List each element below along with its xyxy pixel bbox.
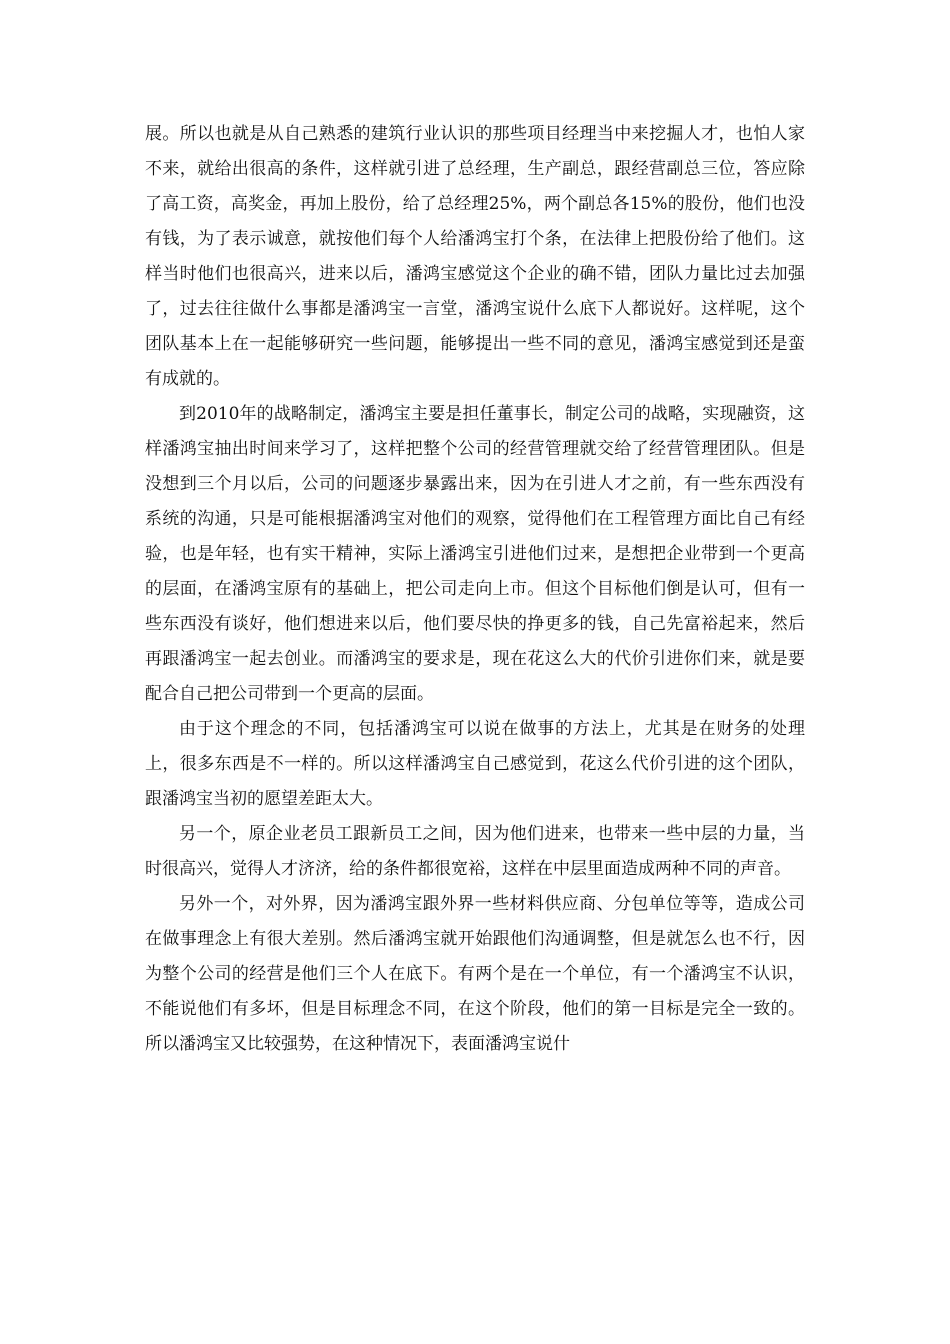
- document-page: [145, 117, 805, 1062]
- paragraph-external-relations: 另外一个，对外界，因为潘鸿宝跟外界一些材料供应商、分包单位等等，造成公司在做事理念上有很大差别。然后潘鸿宝就开始跟他们沟通调整，但是就怎么也不行，因为整个公司的经营是他们三个人在底下。有两个是在一个单位，有一个潘鸿宝不认识，不能说他们有多坏，但是目标理念不同，在这个阶段，他们的第一目标是完全一致的。所以潘鸿宝又比较强势，在这种情况下，表面潘鸿宝说什: [145, 894, 805, 1054]
- paragraph-philosophy-difference: 由于这个理念的不同，包括潘鸿宝可以说在做事的方法上，尤其是在财务的处理上，很多东西是不一样的。所以这样潘鸿宝自己感觉到，花这么代价引进的这个团队，跟潘鸿宝当初的愿望差距太大。: [145, 719, 805, 809]
- paragraph-old-new-staff: 另一个，原企业老员工跟新员工之间，因为他们进来，也带来一些中层的力量，当时很高兴，觉得人才济济，给的条件都很宽裕，这样在中层里面造成两种不同的声音。: [145, 824, 805, 879]
- paragraph-continued: 展。所以也就是从自己熟悉的建筑行业认识的那些项目经理当中来挖掘人才，也怕人家不来，就给出很高的条件，这样就引进了总经理，生产副总，跟经营副总三位，答应除了高工资，高奖金，再加上股份，给了总经理25%，两个副总各15%的股份，他们也没有钱，为了表示诚意，就按他们每个人给潘鸿宝打个条，在法律上把股份给了他们。这样当时他们也很高兴，进来以后，潘鸿宝感觉这个企业的确不错，团队力量比过去加强了，过去往往做什么事都是潘鸿宝一言堂，潘鸿宝说什么底下人都说好。这样呢，这个团队基本上在一起能够研究一些问题，能够提出一些不同的意见，潘鸿宝感觉到还是蛮有成就的。: [145, 124, 805, 389]
- paragraph-strategy-2010: 到2010年的战略制定，潘鸿宝主要是担任董事长，制定公司的战略，实现融资，这样潘鸿宝抽出时间来学习了，这样把整个公司的经营管理就交给了经营管理团队。但是没想到三个月以后，公司的问题逐步暴露出来，因为在引进人才之前，有一些东西没有系统的沟通，只是可能根据潘鸿宝对他们的观察，觉得他们在工程管理方面比自己有经验，也是年轻，也有实干精神，实际上潘鸿宝引进他们过来，是想把企业带到一个更高的层面，在潘鸿宝原有的基础上，把公司走向上市。但这个目标他们倒是认可，但有一些东西没有谈好，他们想进来以后，他们要尽快的挣更多的钱，自己先富裕起来，然后再跟潘鸿宝一起去创业。而潘鸿宝的要求是，现在花这么大的代价引进你们来，就是要配合自己把公司带到一个更高的层面。: [145, 404, 805, 704]
